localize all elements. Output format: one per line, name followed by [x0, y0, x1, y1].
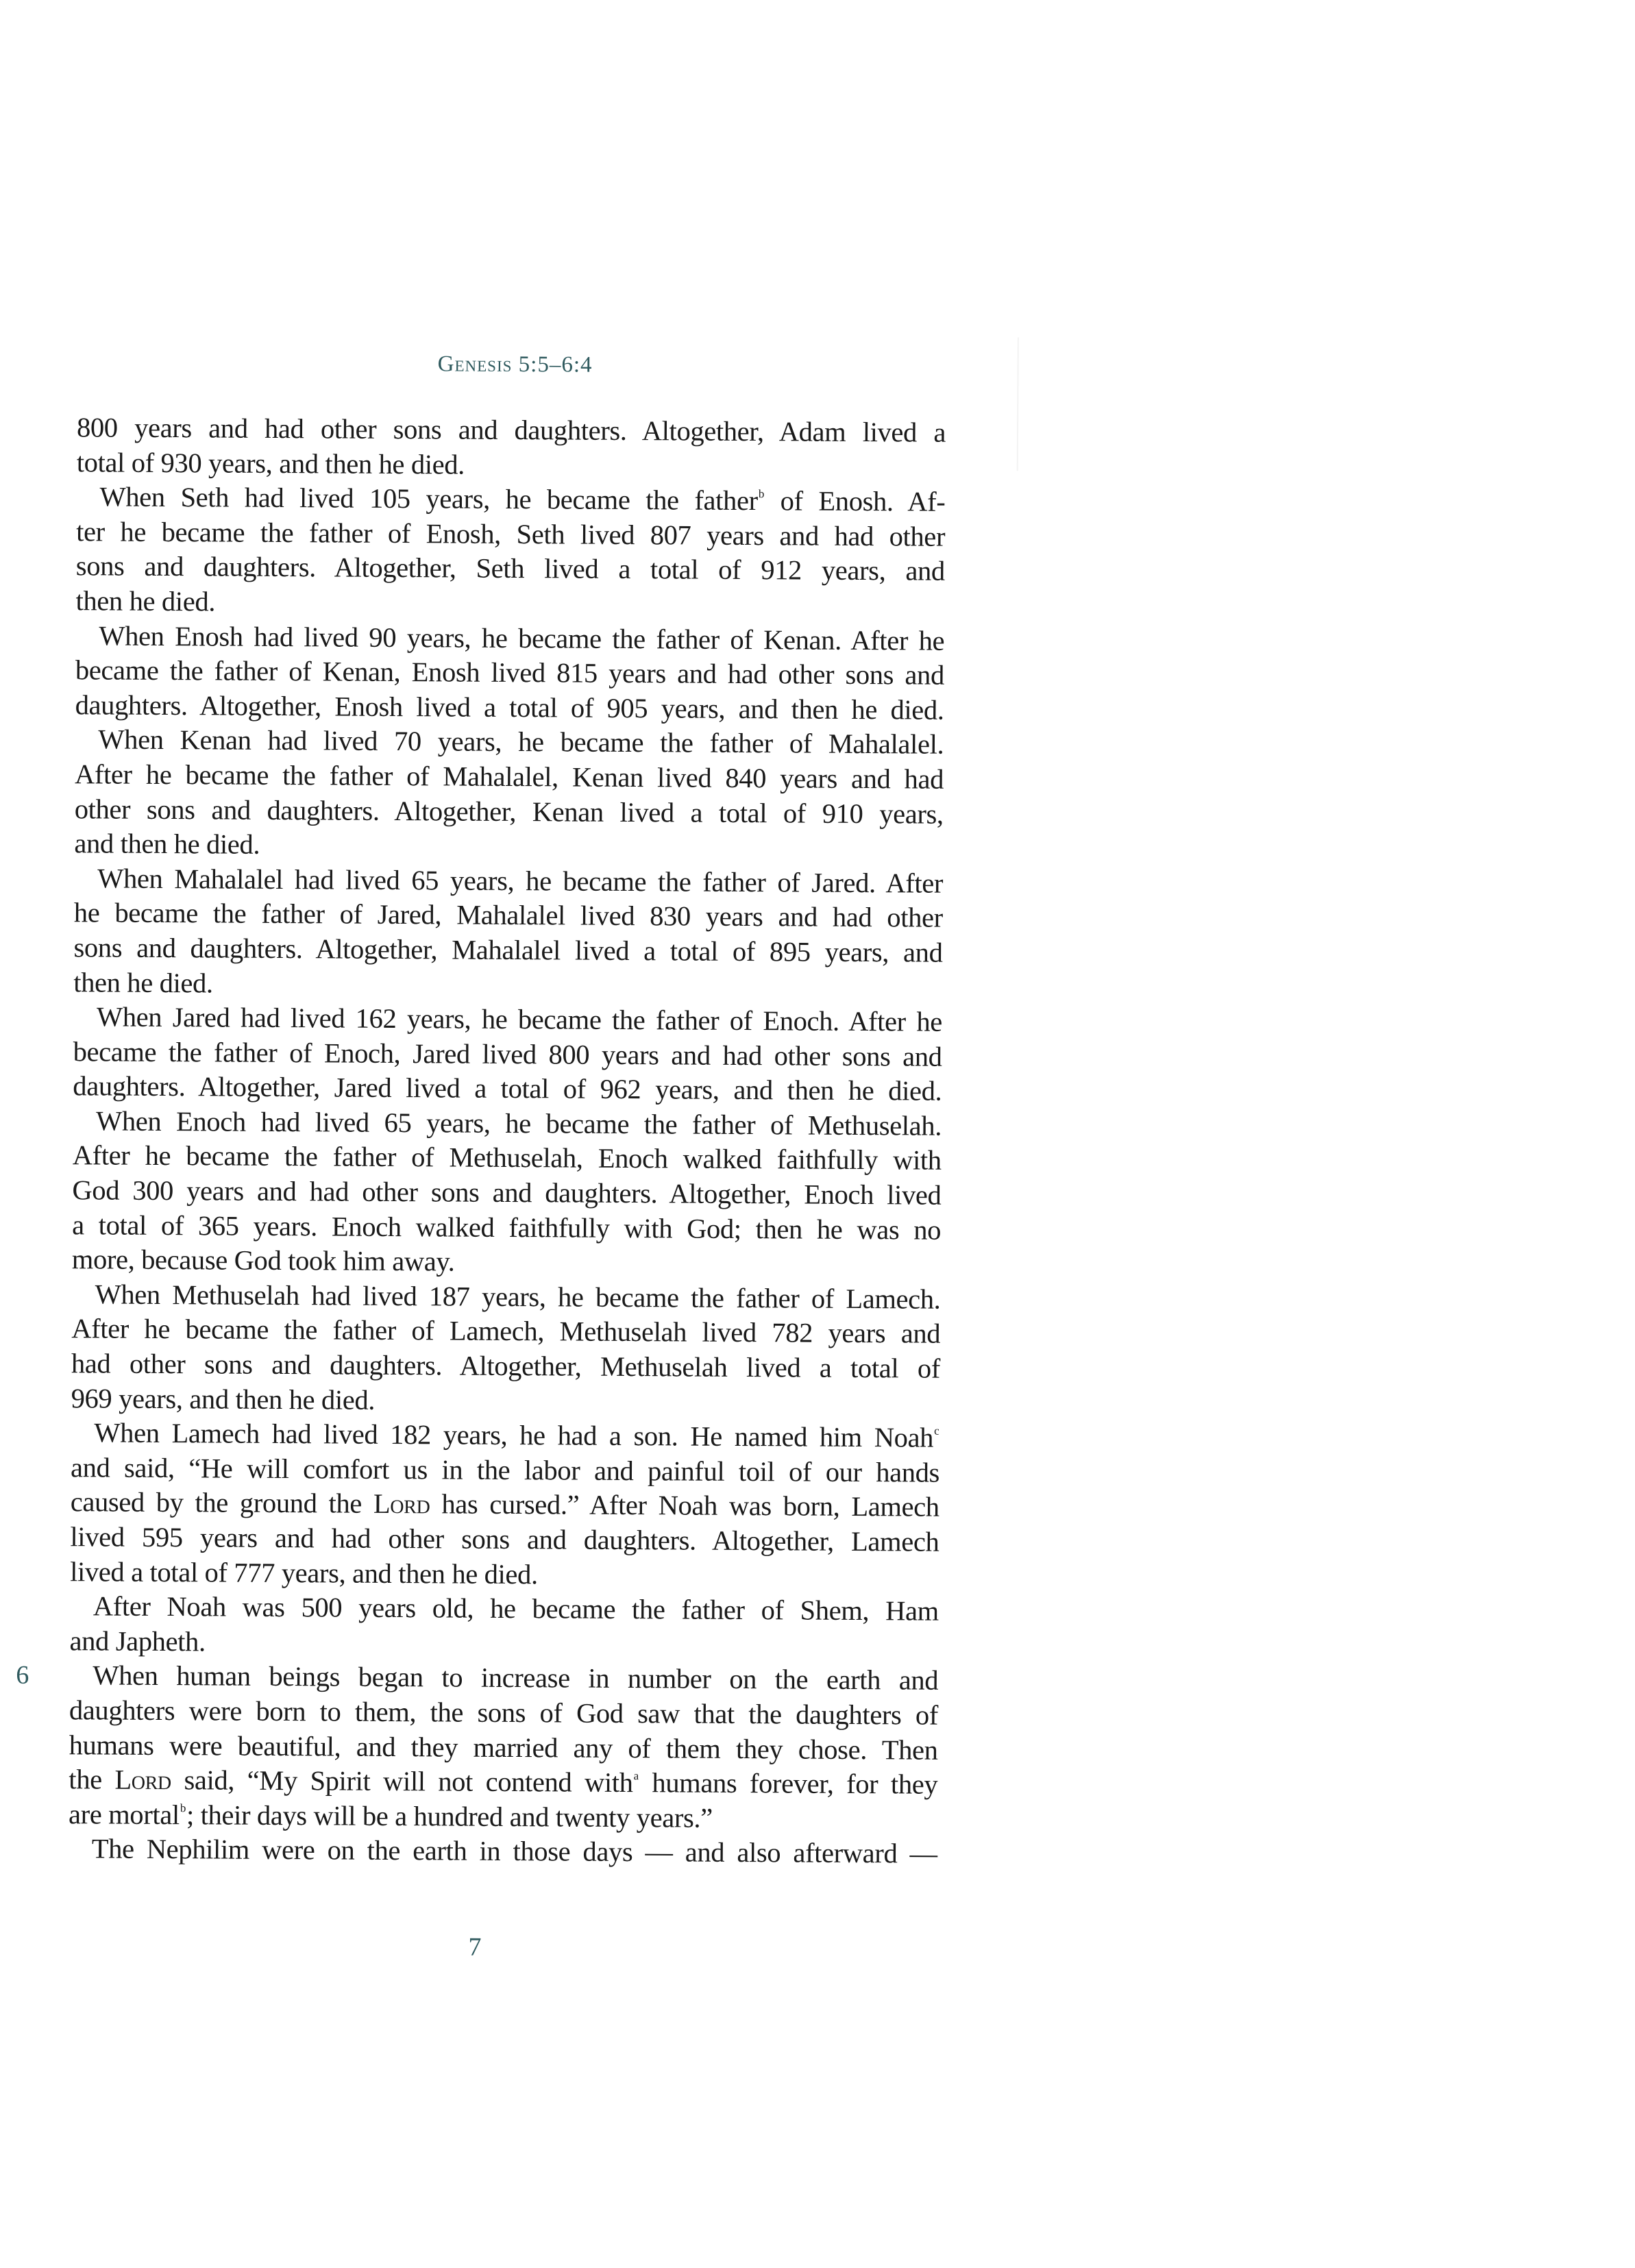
line-segment: are mortal [68, 1798, 180, 1830]
text-line: and Japheth. [69, 1625, 206, 1657]
text-line: and said, “He will comfort us in the labor and painful toil of our hands [70, 1452, 940, 1488]
text-line: he became the father of Jared, Mahalalel lived 830 years and had other [73, 897, 943, 934]
text-line: total of 930 years, and then he died. [76, 446, 465, 480]
text-line: After he became the father of Methuselah, Enoch walked faithfully with [72, 1139, 942, 1176]
line-segment: has cursed.” After Noah was born, Lamech [441, 1488, 939, 1523]
text-line [69, 1762, 937, 1802]
line-segment: ; their days will be a hundred and twenty years.” [186, 1799, 713, 1834]
text-line: daughters were born to them, the sons of God saw that the daughters of [69, 1694, 939, 1731]
text-line: When Kenan had lived 70 years, he became the father of Mahalalel. [98, 724, 944, 761]
text-line: a total of 365 years. Enoch walked faithfully with God; then he was no [72, 1209, 942, 1246]
line-segment: humans forever, for they [652, 1767, 938, 1800]
text-line: humans were beautiful, and they married any of them they chose. Then [69, 1729, 938, 1766]
text-line [71, 1486, 939, 1525]
scan-artifact-line [1017, 337, 1019, 471]
text-line: more, because God took him away. [71, 1244, 455, 1277]
text-line: The Nephilim were on the earth in those days — and also afterward — [91, 1833, 937, 1870]
text-line: After he became the father of Lamech, Methuselah lived 782 years and [71, 1313, 941, 1350]
text-line: ter he became the father of Enosh, Seth lived 807 years and had other [76, 516, 946, 552]
text-line: lived a total of 777 years, and then he died. [70, 1555, 538, 1590]
text-line: God 300 years and had other sons and daughters. Altogether, Enoch lived [72, 1174, 942, 1211]
line-segment: When Lamech had lived 182 years, he had a son. He named him Noah [94, 1417, 934, 1453]
text-line: then he died. [75, 585, 216, 617]
line-segment: caused by the ground the [70, 1486, 362, 1520]
divine-name-lord: Lord [373, 1488, 430, 1520]
scripture-text [16, 410, 946, 1871]
text-line: After he became the father of Mahalalel, Kenan lived 840 years and had [74, 759, 944, 795]
text-line: When Methuselah had lived 187 years, he became the father of Lamech. [95, 1279, 941, 1315]
text-line [69, 1797, 937, 1837]
text-line: When Enosh had lived 90 years, he became the father of Kenan. After he [99, 619, 945, 656]
text-line: When Enoch had lived 65 years, he became the father of Methuselah. [95, 1105, 942, 1142]
text-line: and then he died. [74, 828, 260, 860]
text-line [71, 1416, 939, 1455]
footnote-marker[interactable]: c [934, 1424, 939, 1438]
text-line: 800 years and had other sons and daughters. Altogether, Adam lived a [76, 412, 946, 448]
text-line: became the father of Kenan, Enosh lived 815 years and had other sons and [75, 654, 945, 691]
line-segment: When human beings began to increase in number on the earth and [93, 1660, 939, 1697]
running-head: Genesis 5:5–6:4 [437, 352, 593, 378]
footnote-marker[interactable]: b [758, 487, 765, 501]
text-line: 969 years, and then he died. [71, 1382, 376, 1416]
text-line: other sons and daughters. Altogether, Kenan lived a total of 910 years, [74, 793, 944, 830]
page-number: 7 [468, 1932, 482, 1962]
text-line [76, 480, 945, 519]
text-line: daughters. Altogether, Enosh lived a total of 905 years, and then he died. [75, 689, 944, 726]
text-line: daughters. Altogether, Jared lived a total of 962 years, and then he died. [73, 1070, 942, 1107]
text-line: had other sons and daughters. Altogether, Methuselah lived a total of [71, 1348, 941, 1384]
line-segment: said, “My Spirit will not contend with [184, 1764, 633, 1799]
line-segment: When Seth had lived 105 years, he became the father [99, 481, 758, 517]
text-line: When Jared had lived 162 years, he became the father of Enoch. After he [96, 1001, 943, 1037]
text-line: lived 595 years and had other sons and daughters. Altogether, Lamech [70, 1521, 939, 1557]
footnote-marker[interactable]: a [633, 1769, 639, 1783]
text-line: When Mahalalel had lived 65 years, he became the father of Jared. After [97, 863, 944, 899]
line-segment: the [69, 1764, 102, 1795]
text-line: After Noah was 500 years old, he became the father of Shem, Ham [93, 1590, 939, 1627]
line-segment: of Enosh. Af- [780, 485, 946, 517]
text-line: became the father of Enoch, Jared lived 800 years and had other sons and [73, 1035, 942, 1072]
divine-name-lord: Lord [114, 1764, 172, 1796]
text-line: then he died. [73, 966, 213, 998]
text-line: sons and daughters. Altogether, Mahalalel lived a total of 895 years, and [73, 932, 943, 968]
text-line: sons and daughters. Altogether, Seth lived a total of 912 years, and [75, 550, 945, 587]
text-line [16, 1659, 939, 1699]
footnote-marker[interactable]: b [180, 1801, 186, 1814]
chapter-number: 6 [16, 1661, 29, 1690]
